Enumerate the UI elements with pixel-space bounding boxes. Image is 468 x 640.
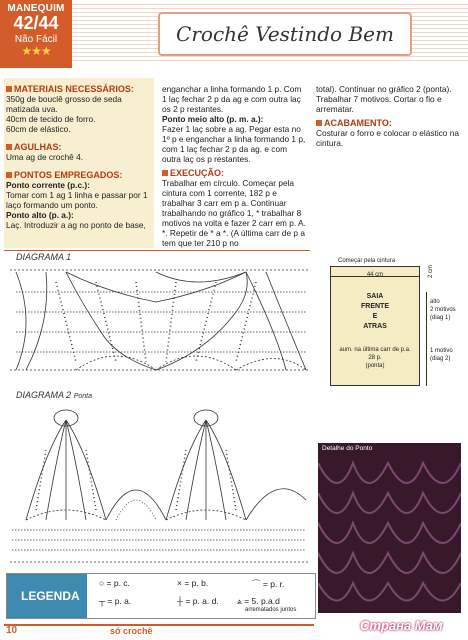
- legend-label: LEGENDA: [7, 574, 87, 618]
- watermark: Страна Мам: [360, 618, 443, 633]
- schematic-top-label: Começar pela cintura: [338, 258, 396, 264]
- pc-label: Ponto corrente (p.c.):: [6, 180, 90, 190]
- finish-text: Costurar o forro e colocar o elástico na cintura.: [316, 128, 459, 148]
- schematic-width: 44 cm: [366, 272, 384, 278]
- column-3: [316, 84, 462, 148]
- size-badge: [0, 0, 72, 68]
- badge-line1: MANEQUIM: [7, 3, 65, 14]
- legend-item: ⌒ = p. r.: [252, 579, 285, 589]
- detail-photo: [318, 443, 461, 613]
- single-crochet-icon: ×: [177, 578, 182, 588]
- materials-heading: MATERIAIS NECESSÁRIOS:: [6, 84, 152, 94]
- schematic-body-text: SAIA FRENTE E ATRAS: [361, 293, 389, 330]
- treble-crochet-icon: ┼: [177, 596, 184, 606]
- stitches-heading: PONTOS EMPREGADOS:: [6, 170, 152, 180]
- pa-text: Laç. Introduzir a ag no ponto de base,: [6, 220, 146, 230]
- legend-note: arrematados juntos: [245, 607, 297, 613]
- schematic-side-2: 1 motivo (diag 2): [430, 348, 453, 362]
- diagram-1: [6, 252, 312, 382]
- bullet-square-icon: [316, 120, 322, 126]
- legend-item: ┬ = p. a.: [99, 596, 132, 606]
- diagram-1-label: DIAGRAMA 1: [16, 252, 72, 262]
- legend-item: ⩓ = 5. p.a.d: [237, 596, 280, 606]
- badge-difficulty: Não Fácil: [14, 34, 58, 45]
- bullet-square-icon: [6, 144, 12, 150]
- materials-line: 40cm de tecido de forro.: [6, 114, 96, 124]
- page-number: 10: [6, 625, 18, 636]
- cluster-icon: ⩓: [237, 596, 242, 606]
- execution-heading: EXECUÇÃO:: [162, 168, 308, 178]
- column-1: [6, 84, 152, 230]
- skirt-schematic: [318, 252, 464, 437]
- magazine-name: só crochê: [110, 626, 153, 636]
- legend: [6, 573, 316, 619]
- legend-item: × = p. b.: [177, 578, 209, 588]
- schematic-right-top: 2 cm: [428, 264, 434, 278]
- title-box: [158, 12, 412, 56]
- bullet-square-icon: [162, 170, 168, 176]
- needles-heading: AGULHAS:: [6, 142, 152, 152]
- pc-text: Tomar com 1 ag 1 linha e passar por 1 laço formando um ponto.: [6, 190, 148, 210]
- legend-item: ○ = p. c.: [99, 578, 130, 588]
- materials-line: 60cm de elástico.: [6, 124, 71, 134]
- height-marker: [426, 292, 427, 386]
- difficulty-stars: ★★★: [21, 44, 51, 58]
- divider: [4, 250, 310, 251]
- schematic-bottom-text: aum. na última carr de p.a. 28 p. (ponta): [339, 347, 411, 369]
- slip-stitch-icon: ⌒: [252, 579, 261, 589]
- needles-text: Uma ag de crochê 4.: [6, 152, 84, 162]
- photo-caption: Detalhe do Ponto: [322, 445, 373, 452]
- schematic-side-1: alto 2 motivos (diag 1): [430, 299, 456, 321]
- yarn-texture: [318, 443, 461, 613]
- bullet-square-icon: [6, 172, 12, 178]
- chain-stitch-icon: ○: [99, 578, 105, 588]
- col3-paragraph: total). Continuar no gráfico 2 (ponta). Trabalhar 7 motivos. Cortar o fio e arrematar.: [316, 84, 452, 114]
- materials-line: 350g de bouclê grosso de seda matizada uva.: [6, 94, 122, 114]
- diagram-2-chart: [6, 390, 312, 570]
- diagram-2-label: DIAGRAMA 2 Ponta: [16, 390, 92, 400]
- pa-label: Ponto alto (p. a.):: [6, 210, 74, 220]
- bullet-square-icon: [6, 86, 12, 92]
- diagram-2: [6, 390, 312, 570]
- page-title: Crochê Vestindo Bem: [176, 22, 394, 46]
- execution-text: Trabalhar em círculo. Começar pela cintura com 1 corrente, 182 p e trabalhar 3 carr em p a. Continuar trabalhando no gráfico 1, * trabalhar 8 motivos na volta e fazer 2 carr em p. A. *. Repetir de * a *. (A última carr de p a tem que ter 210 p no: [162, 178, 306, 248]
- pma-text: Fazer 1 laç sobre a ag. Pegar esta no 1º p e enganchar a linha formando 1 p, com 1 laç fechar 2 p da ag. e com outra laç os p restantes.: [162, 124, 306, 164]
- footer-rule: [4, 624, 314, 626]
- legend-item: ┼ = p. a. d.: [177, 596, 219, 606]
- diagram-1-chart: [6, 252, 312, 382]
- column-2: [162, 84, 308, 248]
- badge-line2: 42/44: [13, 13, 59, 33]
- double-crochet-icon: ┬: [99, 596, 106, 606]
- pma-label: Ponto meio alto (p. m. a.):: [162, 114, 264, 124]
- col2-paragraph: enganchar a linha formando 1 p. Com 1 laç fechar 2 p da ag e com outra laç os 2 p restantes.: [162, 84, 302, 114]
- finish-heading: ACABAMENTO:: [316, 118, 462, 128]
